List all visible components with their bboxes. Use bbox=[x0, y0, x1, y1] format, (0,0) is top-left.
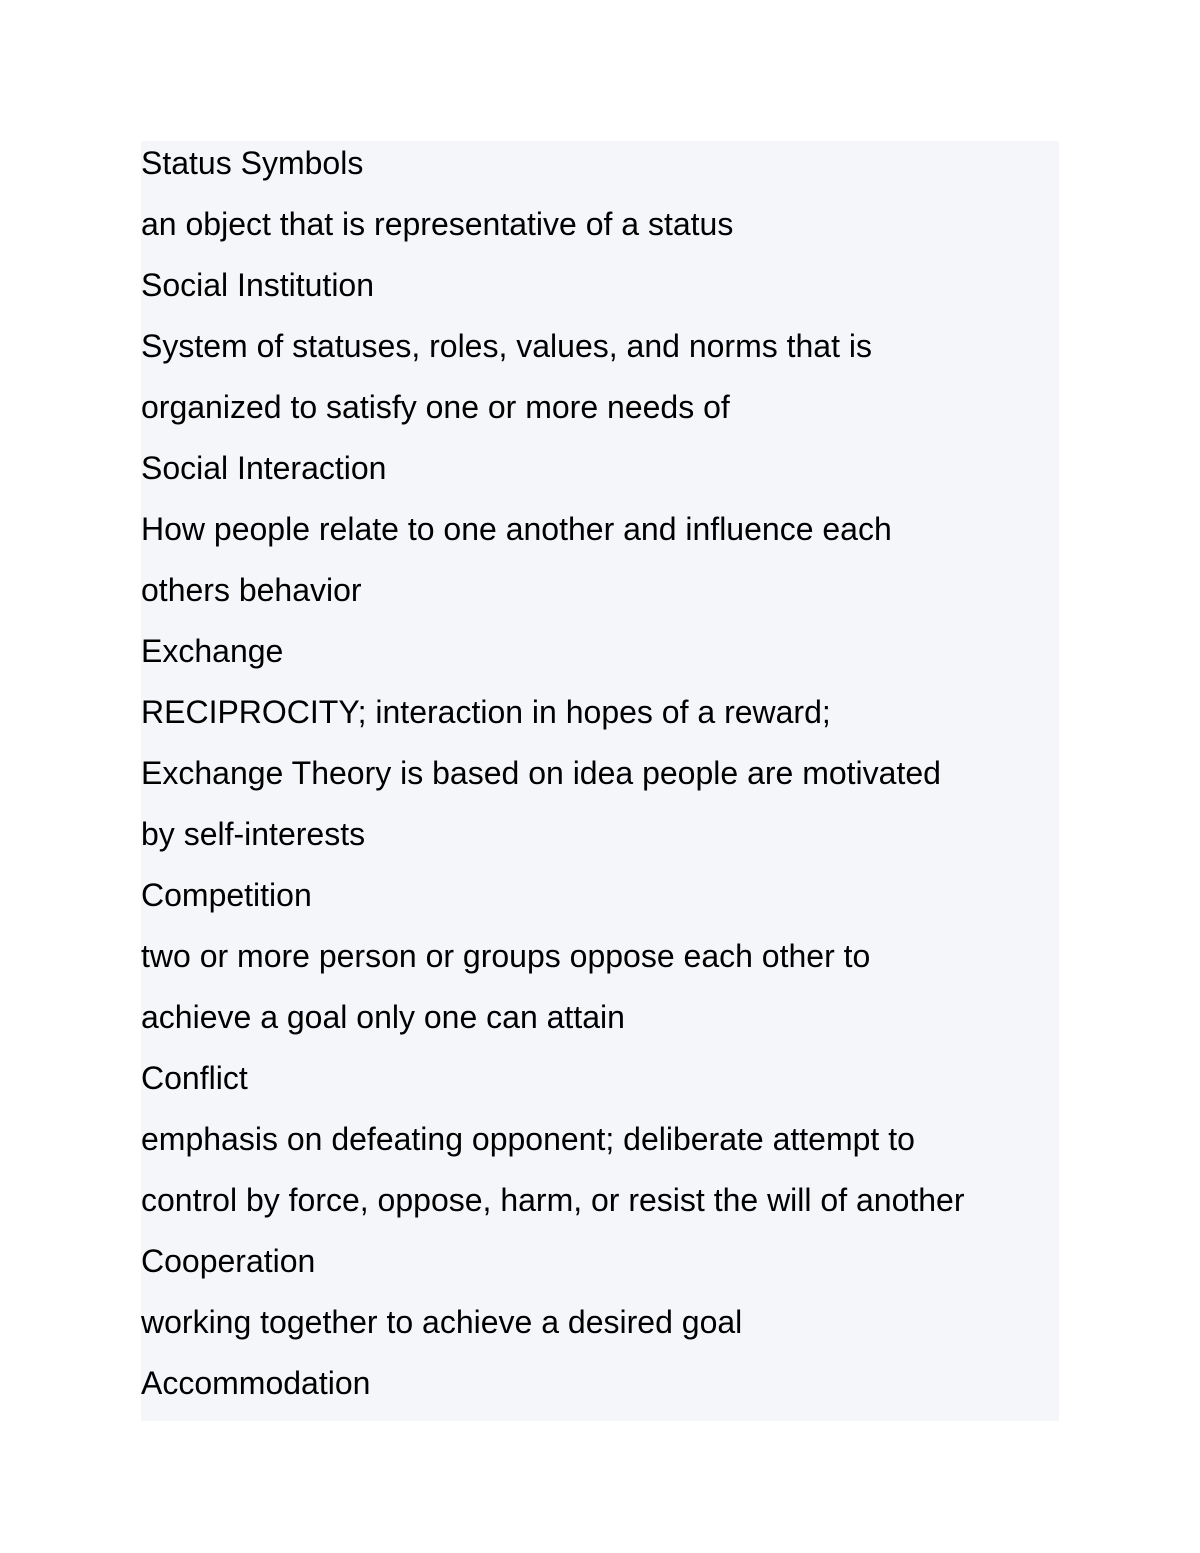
definition-line: Exchange Theory is based on idea people are motivated bbox=[141, 755, 941, 791]
term-social-interaction: Social Interaction bbox=[141, 450, 387, 486]
definition-line: an object that is representative of a status bbox=[141, 206, 734, 242]
term-social-institution: Social Institution bbox=[141, 267, 375, 303]
term-conflict: Conflict bbox=[141, 1060, 248, 1096]
term-exchange: Exchange bbox=[141, 633, 284, 669]
definition-line: control by force, oppose, harm, or resist the will of another bbox=[141, 1182, 965, 1218]
term-accommodation: Accommodation bbox=[141, 1365, 371, 1401]
definition-line: others behavior bbox=[141, 572, 362, 608]
term-status-symbols: Status Symbols bbox=[141, 145, 364, 181]
term-cooperation: Cooperation bbox=[141, 1243, 316, 1279]
text-block bbox=[141, 141, 1059, 1421]
definition-line: RECIPROCITY; interaction in hopes of a reward; bbox=[141, 694, 831, 730]
definition-line: System of statuses, roles, values, and norms that is bbox=[141, 328, 872, 364]
definition-line: working together to achieve a desired goal bbox=[141, 1304, 743, 1340]
definition-line: emphasis on defeating opponent; deliberate attempt to bbox=[141, 1121, 915, 1157]
definition-line: two or more person or groups oppose each other to bbox=[141, 938, 871, 974]
definition-line: by self-interests bbox=[141, 816, 366, 852]
definition-line: achieve a goal only one can attain bbox=[141, 999, 625, 1035]
term-competition: Competition bbox=[141, 877, 312, 913]
definition-line: organized to satisfy one or more needs of bbox=[141, 389, 730, 425]
definition-line: How people relate to one another and influence each bbox=[141, 511, 892, 547]
